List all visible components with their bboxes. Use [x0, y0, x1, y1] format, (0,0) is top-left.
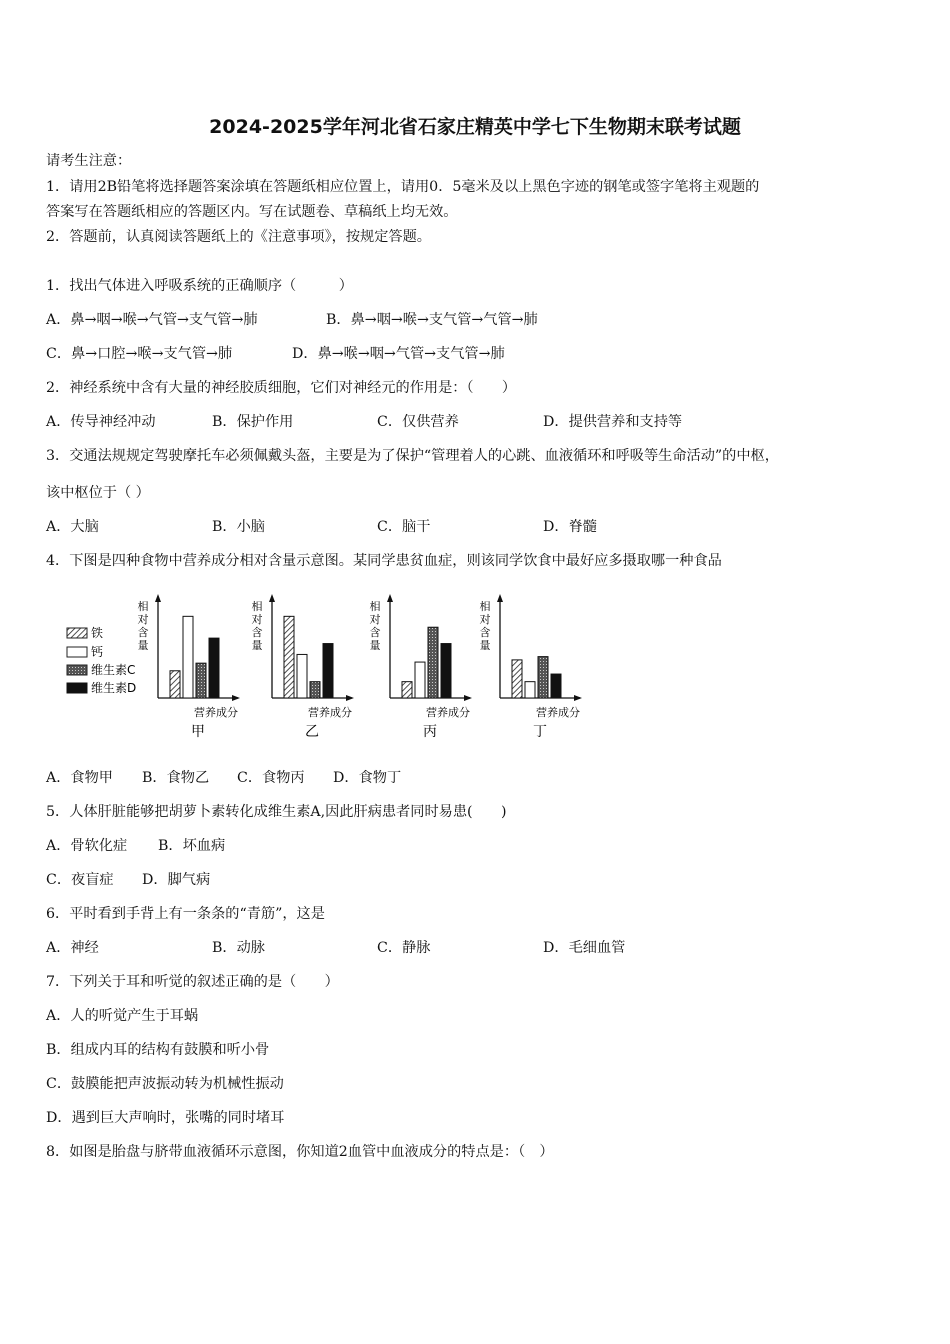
option: C．仅供营养: [377, 414, 459, 430]
legend-label: 维生素D: [91, 681, 137, 695]
bar-维生素C: [538, 657, 548, 698]
option: D．脚气病: [142, 872, 211, 888]
option: B．鼻→咽→喉→支气管→气管→肺: [326, 312, 538, 328]
option: C．夜盲症: [46, 872, 114, 888]
bar-铁: [512, 660, 522, 698]
option: D．遇到巨大声响时，张嘴的同时堵耳: [46, 1110, 285, 1126]
x-axis-label: 营养成分: [536, 706, 580, 719]
y-axis-label-char: 对: [369, 613, 381, 626]
x-axis-label: 营养成分: [194, 706, 238, 719]
bar-维生素D: [323, 644, 333, 698]
page-title: 2024-2025学年河北省石家庄精英中学七下生物期末联考试题: [209, 116, 741, 138]
option: B．组成内耳的结构有鼓膜和听小骨: [46, 1042, 270, 1058]
option: D．脊髓: [543, 519, 597, 535]
legend-swatch-iron: [67, 628, 87, 638]
y-axis-arrow: [387, 594, 393, 602]
x-axis-label: 营养成分: [308, 706, 352, 719]
chart-panel-4: [480, 594, 583, 740]
legend-label: 铁: [91, 626, 104, 640]
panel-name: 丁: [533, 724, 547, 740]
bar-维生素D: [551, 674, 561, 698]
option: A．人的听觉产生于耳蜗: [46, 1008, 199, 1024]
option: D．鼻→喉→咽→气管→支气管→肺: [292, 346, 505, 362]
option: A．鼻→咽→喉→气管→支气管→肺: [46, 312, 258, 328]
question-stem: 该中枢位于（ ）: [46, 485, 150, 501]
notice-line: 1．请用2B铅笔将选择题答案涂填在答题纸相应位置上，请用0．5毫米及以上黑色字迹的钢笔或签字笔将主观题的: [46, 179, 760, 195]
y-axis-label-char: 量: [137, 639, 149, 652]
y-axis-arrow: [155, 594, 161, 602]
x-axis-label: 营养成分: [426, 706, 470, 719]
question-stem: 6．平时看到手背上有一条条的“青筋”，这是: [46, 906, 325, 922]
notice-line: 答案写在答题纸相应的答题区内。写在试题卷、草稿纸上均无效。: [46, 204, 458, 220]
y-axis-label-char: 量: [479, 639, 491, 652]
option: C．静脉: [377, 940, 431, 956]
y-axis-label-char: 对: [251, 613, 263, 626]
option: D．提供营养和支持等: [543, 414, 683, 430]
option: B．动脉: [212, 940, 265, 956]
legend-label: 维生素C: [91, 663, 136, 677]
bar-维生素D: [209, 638, 219, 698]
panel-name: 乙: [305, 724, 319, 740]
y-axis-label-char: 对: [137, 613, 149, 626]
legend-swatch-vitc: [67, 665, 87, 675]
chart-legend: [67, 625, 136, 695]
question-stem: 1．找出气体进入呼吸系统的正确顺序（ ）: [46, 278, 353, 294]
x-axis-arrow: [464, 695, 472, 701]
y-axis-arrow: [269, 594, 275, 602]
x-axis-arrow: [232, 695, 240, 701]
option: B．小脑: [212, 519, 265, 535]
option: A．食物甲: [46, 770, 113, 786]
panel-name: 丙: [423, 724, 437, 740]
option: C．鼻→口腔→喉→支气管→肺: [46, 346, 233, 362]
y-axis-label-char: 对: [479, 613, 491, 626]
legend-label: 钙: [91, 645, 104, 659]
chart-panel-2: [252, 594, 355, 740]
legend-swatch-vitd: [67, 683, 87, 693]
bar-钙: [415, 662, 425, 698]
y-axis-label-char: 含: [369, 626, 381, 639]
y-axis-label-char: 含: [137, 626, 149, 639]
y-axis-label-char: 相: [137, 600, 149, 613]
question-stem: 7．下列关于耳和听觉的叙述正确的是（ ）: [46, 974, 339, 990]
x-axis-arrow: [346, 695, 354, 701]
question-stem: 4．下图是四种食物中营养成分相对含量示意图。某同学患贫血症，则该同学饮食中最好应多摄取哪一种食品: [46, 553, 722, 569]
legend-swatch-calcium: [67, 647, 87, 657]
y-axis-label-char: 相: [479, 600, 491, 613]
y-axis-label-char: 含: [251, 626, 263, 639]
y-axis-label-char: 相: [251, 600, 263, 613]
question-stem: 5．人体肝脏能够把胡萝卜素转化成维生素A,因此肝病患者同时易患( ): [46, 804, 507, 820]
y-axis-label-char: 相: [369, 600, 381, 613]
bar-维生素D: [441, 644, 451, 698]
option: D．毛细血管: [543, 940, 626, 956]
bar-维生素C: [196, 663, 206, 698]
chart-panel-3: [370, 594, 473, 740]
option: C．脑干: [377, 519, 431, 535]
bar-铁: [170, 671, 180, 698]
option: A．大脑: [46, 519, 99, 535]
option: A．传导神经冲动: [46, 414, 156, 430]
y-axis-arrow: [497, 594, 503, 602]
question-stem: 8．如图是胎盘与脐带血液循环示意图，你知道2血管中血液成分的特点是：（ ）: [46, 1144, 554, 1160]
option: A．骨软化症: [46, 838, 128, 854]
option: C．食物丙: [237, 770, 305, 786]
bar-维生素C: [310, 682, 320, 698]
x-axis-arrow: [574, 695, 582, 701]
bar-铁: [284, 616, 294, 698]
option: B．食物乙: [142, 770, 210, 786]
y-axis-label-char: 量: [251, 639, 263, 652]
notice-line: 2．答题前，认真阅读答题纸上的《注意事项》，按规定答题。: [46, 229, 431, 245]
option: C．鼓膜能把声波振动转为机械性振动: [46, 1076, 284, 1092]
y-axis-label-char: 含: [479, 626, 491, 639]
bar-维生素C: [428, 627, 438, 698]
question-stem: 2．神经系统中含有大量的神经胶质细胞，它们对神经元的作用是：（ ）: [46, 380, 517, 396]
bar-铁: [402, 682, 412, 698]
bar-钙: [525, 682, 535, 698]
notice-heading: 请考生注意：: [46, 153, 132, 169]
bar-钙: [183, 616, 193, 698]
y-axis-label-char: 量: [369, 639, 381, 652]
option: B．坏血病: [158, 838, 226, 854]
option: D．食物丁: [333, 770, 402, 786]
bar-钙: [297, 654, 307, 698]
option: A．神经: [46, 940, 99, 956]
panel-name: 甲: [191, 724, 205, 740]
option: B．保护作用: [212, 414, 294, 430]
question-stem: 3．交通法规规定驾驶摩托车必须佩戴头盔，主要是为了保护“管理着人的心跳、血液循环和呼吸等生命活动”的中枢，: [46, 448, 779, 464]
nutrient-charts: [60, 586, 590, 746]
chart-panel-1: [138, 594, 241, 740]
